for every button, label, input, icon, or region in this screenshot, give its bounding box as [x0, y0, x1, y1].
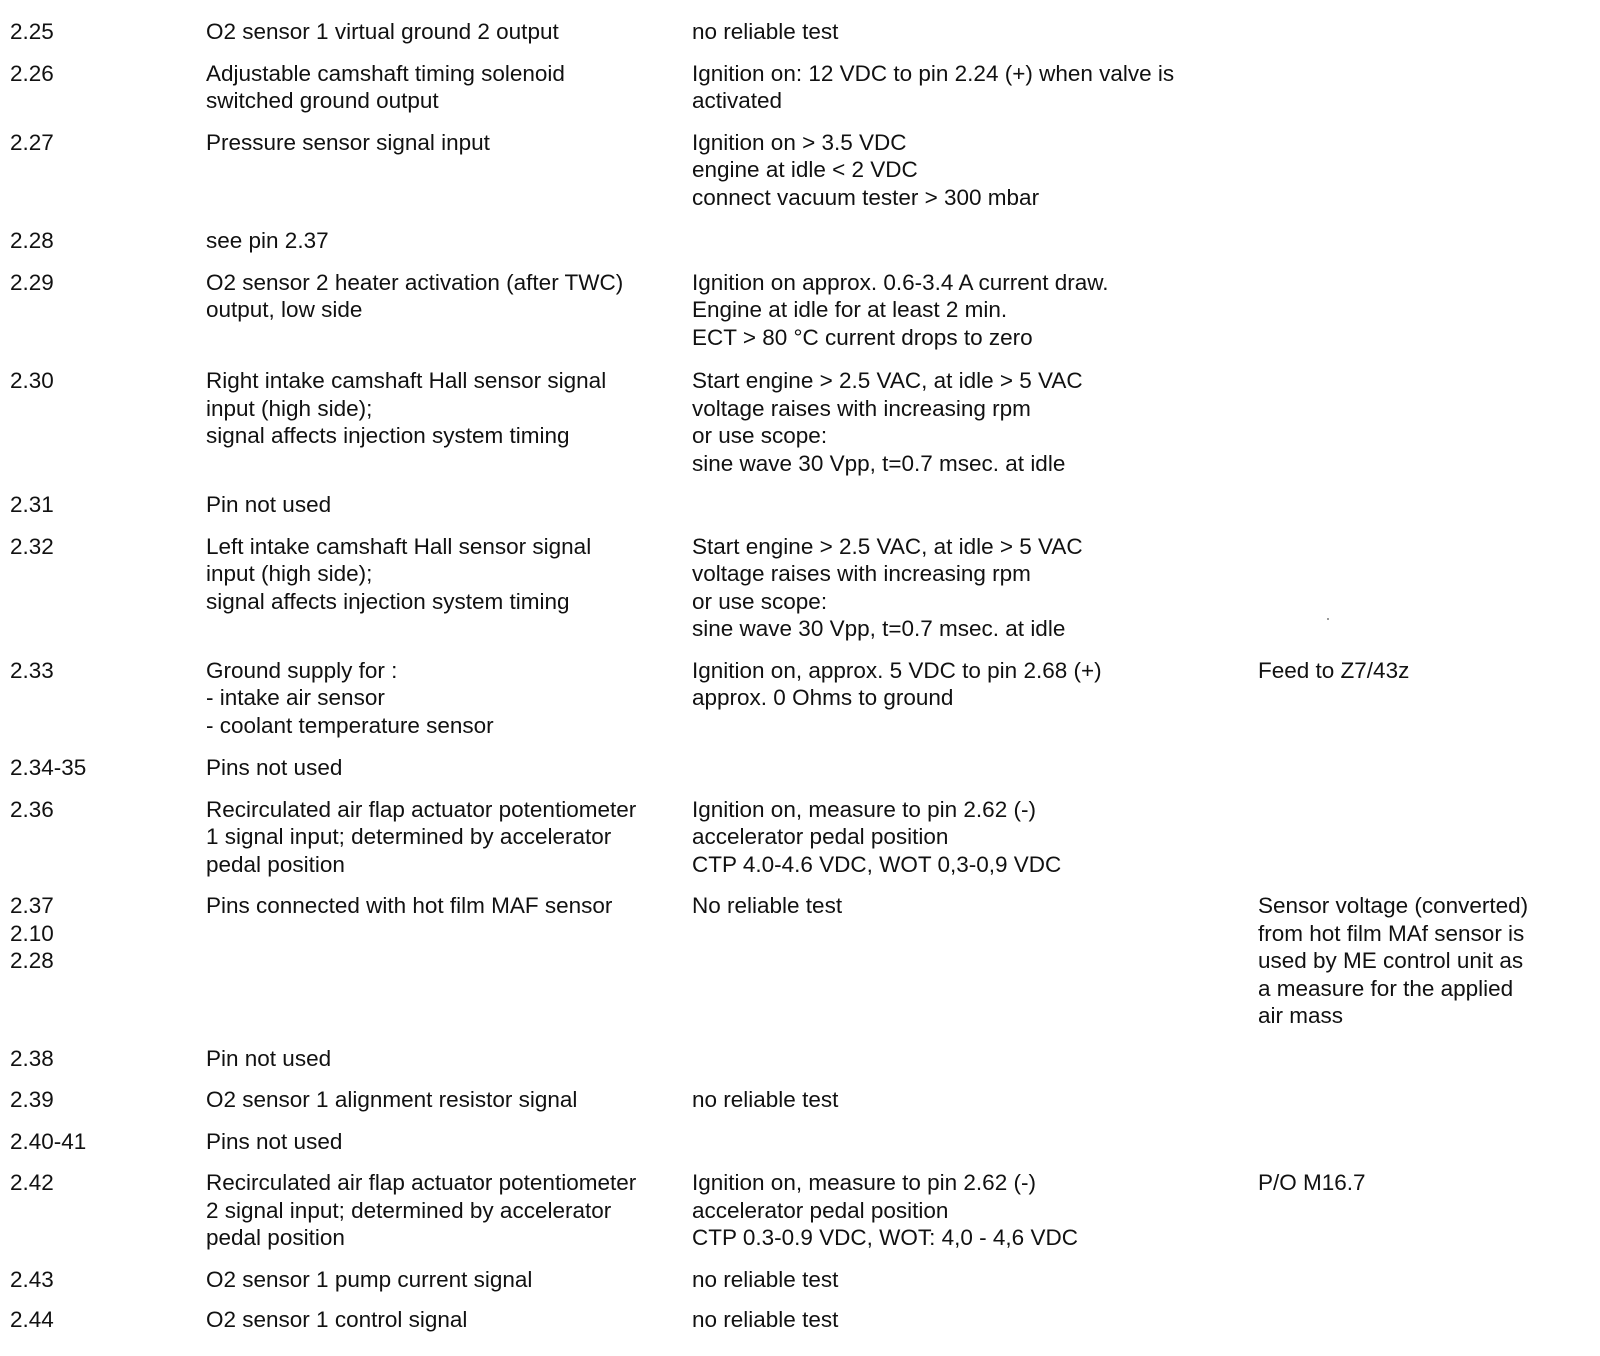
pin-number: 2.30 [10, 368, 54, 393]
pin-description: Pins not used [206, 755, 343, 780]
table-row [10, 892, 1590, 1030]
test-procedure [692, 1045, 1258, 1073]
pin-description: Pins not used [206, 1128, 343, 1154]
pin-note [1258, 491, 1558, 519]
pin-note: Feed to Z7/43z [1258, 657, 1410, 683]
table-row [10, 1306, 1590, 1334]
pin-number: 2.43 [10, 1266, 54, 1292]
pin-note [1258, 533, 1558, 643]
table-row [10, 18, 1590, 46]
pin-note [1258, 1266, 1558, 1294]
pin-note [1258, 1306, 1558, 1334]
table-row [10, 1086, 1590, 1114]
test-procedure: Ignition on, approx. 5 VDC to pin 2.68 (+) approx. 0 Ohms to ground [692, 657, 1102, 710]
pin-number: 2.27 [10, 129, 54, 155]
pin-description: Recirculated air flap actuator potentiometer 1 signal input; determined by accelerator pedal position [206, 796, 637, 877]
pin-description: O2 sensor 1 alignment resistor signal [206, 1087, 578, 1112]
test-procedure: No reliable test [692, 893, 843, 918]
pin-number: 2.33 [10, 657, 54, 683]
test-procedure [692, 1128, 1258, 1156]
table-row [10, 1128, 1590, 1156]
pin-note [1258, 1045, 1558, 1073]
test-procedure: Ignition on, measure to pin 2.62 (-) accelerator pedal position CTP 4.0-4.6 VDC, WOT 0,3-0,9 VDC [692, 796, 1062, 877]
pin-number: 2.38 [10, 1045, 54, 1071]
pin-number: 2.36 [10, 796, 54, 822]
pin-note [1258, 1086, 1558, 1114]
pin-description: O2 sensor 2 heater activation (after TWC) output, low side [206, 269, 624, 322]
pin-number: 2.39 [10, 1087, 54, 1112]
test-procedure [692, 491, 1258, 519]
pin-description: Left intake camshaft Hall sensor signal input (high side); signal affects injection system timing [206, 533, 592, 614]
pin-number: 2.28 [10, 228, 54, 253]
pin-number: 2.34-35 [10, 755, 87, 780]
pin-note [1258, 754, 1558, 782]
pin-note [1258, 18, 1558, 46]
pin-description: Right intake camshaft Hall sensor signal input (high side); signal affects injection system timing [206, 368, 607, 448]
pin-number: 2.29 [10, 269, 54, 295]
pin-description: O2 sensor 1 control signal [206, 1307, 468, 1332]
pin-description: Pressure sensor signal input [206, 129, 490, 155]
pin-note: Sensor voltage (converted) from hot film MAf sensor is used by ME control unit as a measure for the applied air mass [1258, 893, 1529, 1028]
table-row [10, 1266, 1590, 1294]
pin-table [10, 4, 1590, 1334]
pin-note [1258, 60, 1558, 115]
test-procedure: Ignition on approx. 0.6-3.4 A current draw. Engine at idle for at least 2 min. ECT > 80 °C current drops to zero [692, 269, 1109, 350]
pin-number: 2.40-41 [10, 1128, 87, 1154]
test-procedure: Ignition on, measure to pin 2.62 (-) accelerator pedal position CTP 0.3-0.9 VDC, WOT: 4,0 - 4,6 VDC [692, 1170, 1078, 1250]
pin-note [1258, 796, 1558, 879]
table-row [10, 533, 1590, 643]
pin-description: Pin not used [206, 1045, 332, 1071]
table-row [10, 754, 1590, 782]
pin-note [1258, 367, 1558, 477]
table-row [10, 129, 1590, 212]
table-row [10, 269, 1590, 352]
table-row [10, 227, 1590, 255]
pin-number: 2.26 [10, 60, 54, 86]
pin-description: Ground supply for : - intake air sensor - coolant temperature sensor [206, 657, 494, 738]
pin-number: 2.37 2.10 2.28 [10, 893, 54, 973]
pin-description: Pin not used [206, 492, 332, 517]
test-procedure: no reliable test [692, 1266, 839, 1292]
pin-number: 2.25 [10, 19, 54, 44]
table-row [10, 1045, 1590, 1073]
pin-number: 2.42 [10, 1170, 54, 1195]
pin-number: 2.44 [10, 1307, 54, 1332]
table-row [10, 60, 1590, 115]
pin-number: 2.31 [10, 492, 54, 517]
table-row [10, 1169, 1590, 1252]
pin-note [1258, 1128, 1558, 1156]
pin-note [1258, 227, 1558, 255]
pin-note [1258, 129, 1558, 212]
table-row [10, 796, 1590, 879]
table-row [10, 491, 1590, 519]
pin-note: P/O M16.7 [1258, 1170, 1366, 1195]
test-procedure [692, 227, 1258, 255]
pin-description: Adjustable camshaft timing solenoid switched ground output [206, 60, 565, 113]
test-procedure: no reliable test [692, 19, 839, 44]
scan-speck [1327, 618, 1329, 620]
pin-description: O2 sensor 1 virtual ground 2 output [206, 19, 559, 44]
test-procedure: no reliable test [692, 1087, 839, 1112]
test-procedure: Start engine > 2.5 VAC, at idle > 5 VAC voltage raises with increasing rpm or use scope: sine wave 30 Vpp, t=0.7 msec. at idle [692, 533, 1083, 641]
test-procedure: no reliable test [692, 1307, 839, 1332]
table-row [10, 657, 1590, 740]
pin-note [1258, 269, 1558, 352]
pin-description: Pins connected with hot film MAF sensor [206, 893, 613, 918]
test-procedure: Ignition on > 3.5 VDC engine at idle < 2 VDC connect vacuum tester > 300 mbar [692, 129, 1040, 210]
pin-description: O2 sensor 1 pump current signal [206, 1266, 533, 1292]
test-procedure: Ignition on: 12 VDC to pin 2.24 (+) when valve is activated [692, 60, 1175, 113]
pin-description: Recirculated air flap actuator potentiometer 2 signal input; determined by accelerator pedal position [206, 1170, 637, 1250]
table-row [10, 367, 1590, 477]
pin-number: 2.32 [10, 533, 54, 559]
pin-description: see pin 2.37 [206, 228, 329, 253]
test-procedure: Start engine > 2.5 VAC, at idle > 5 VAC voltage raises with increasing rpm or use scope: sine wave 30 Vpp, t=0.7 msec. at idle [692, 368, 1083, 476]
test-procedure [692, 754, 1258, 782]
